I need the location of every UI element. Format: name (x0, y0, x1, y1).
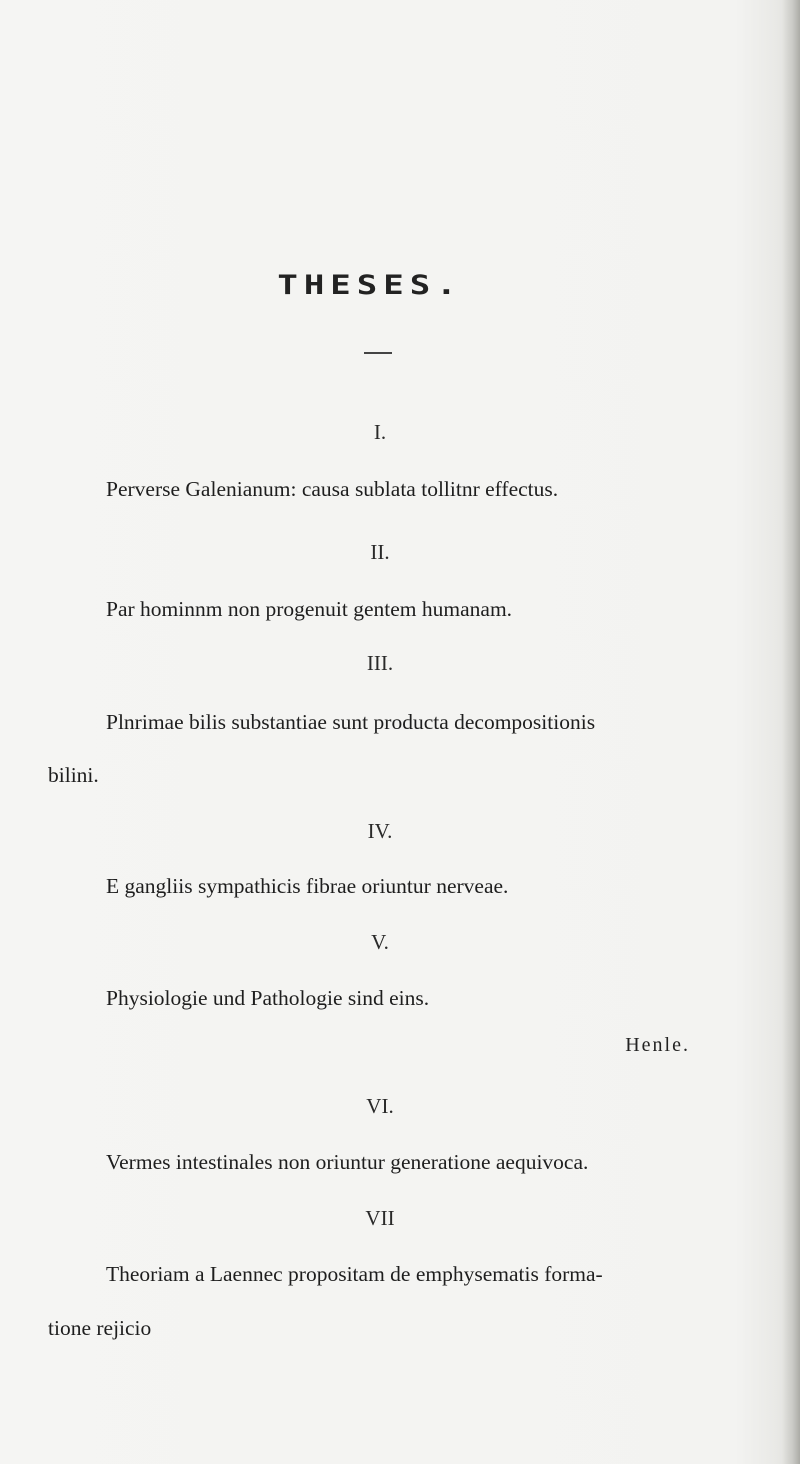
thesis-numeral-6: VI. (366, 1094, 394, 1118)
thesis-text-5: Physiologie und Pathologie sind eins. (106, 986, 430, 1010)
thesis-text-3-line-1: Plnrimae bilis substantiae sunt producta decompositionis (106, 710, 596, 734)
thesis-numeral-4: IV. (367, 819, 393, 843)
thesis-numeral-3: III. (366, 651, 394, 675)
thesis-text-1: Perverse Galenianum: causa sublata tollitnr effectus. (106, 477, 559, 501)
thesis-author-5: Henle. (625, 1034, 690, 1056)
thesis-numeral-7: VII (365, 1206, 395, 1230)
thesis-text-3-line-2: bilini. (48, 763, 99, 787)
title-divider (364, 352, 392, 354)
thesis-text-7-line-2: tione rejicio (48, 1316, 152, 1340)
thesis-text-6: Vermes intestinales non oriuntur generatione aequivoca. (106, 1150, 589, 1174)
thesis-numeral-2: II. (370, 540, 390, 564)
thesis-text-4: E gangliis sympathicis fibrae oriuntur nerveae. (106, 874, 509, 898)
thesis-numeral-5: V. (371, 930, 389, 954)
page-title: THESES. (277, 270, 463, 302)
thesis-text-7-line-1: Theoriam a Laennec propositam de emphysematis forma- (106, 1262, 603, 1286)
thesis-numeral-1: I. (373, 420, 387, 444)
page-edge-shadow (782, 0, 800, 1464)
thesis-text-2: Par hominnm non progenuit gentem humanam. (106, 597, 513, 621)
